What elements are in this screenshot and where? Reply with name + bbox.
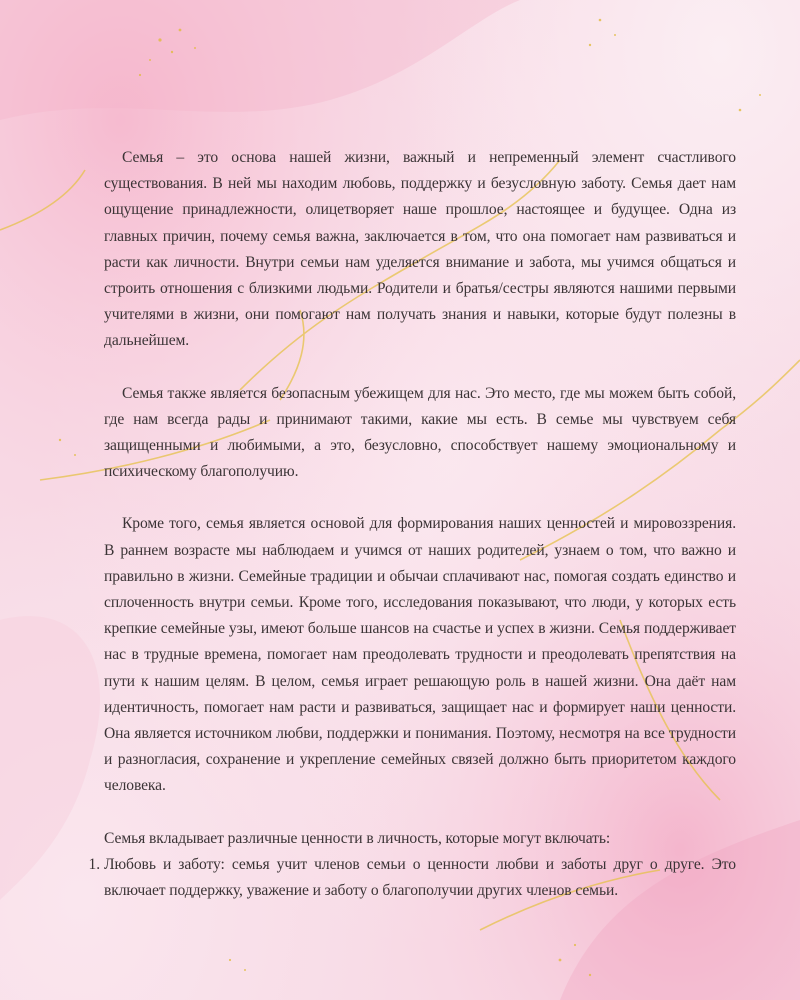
paragraph-1 — [104, 145, 736, 355]
list-item-text: Любовь и заботу: семья учит членов семьи о ценности любви и заботы друг о друге. Это включает поддержку, уважение и заботу о благополучии других членов семьи. — [104, 855, 736, 900]
list-item-number: 1. — [88, 855, 100, 873]
paragraph-2 — [104, 381, 736, 486]
list-intro: Семья вкладывает различные ценности в личность, которые могут включать: — [104, 829, 611, 847]
list-item — [88, 852, 736, 904]
document-body — [88, 145, 736, 904]
paragraph-3 — [104, 511, 736, 799]
values-list — [88, 852, 736, 904]
paragraph-2-text: Семья также является безопасным убежищем для нас. Это место, где мы можем быть собой, где нам всегда рады и принимают такими, какие мы есть. В семье мы чувствуем себя защищенными и любимыми, а это, безусловно, способствует нашему эмоциональному и психическому благополучию. — [104, 384, 736, 481]
paragraph-1-text: Семья – это основа нашей жизни, важный и непременный элемент счастливого существования. В ней мы находим любовь, поддержку и безусловную заботу. Семья дает нам ощущение принадлежности, олицетворяет наше прошлое, настоящее и будущее. Одна из главных причин, почему семья важна, заключается в том, что она помогает нам развиваться и расти как личности. Внутри семьи нам уделяется внимание и забота, мы учимся общаться и строить отношения с близкими людьми. Родители и братья/сестры являются нашими первыми учителями в жизни, они помогают нам получать знания и навыки, которые будут полезны в дальнейшем. — [104, 149, 736, 350]
paragraph-3-text: Кроме того, семья является основой для формирования наших ценностей и мировоззрения. В раннем возрасте мы наблюдаем и учимся от наших родителей, узнаем о том, что важно и правильно в жизни. Семейные традиции и обычаи сплачивают нас, помогая создать единство и сплоченность внутри семьи. Кроме того, исследования показывают, что люди, у которых есть крепкие семейные узы, имеют больше шансов на счастье и успех в жизни. Семья поддерживает нас в трудные времена, помогает нам преодолевать трудности и преодолевать препятствия на пути к нашим целям. В целом, семья играет решающую роль в нашей жизни. Она даёт нам идентичность, помогает нам расти и развиваться, защищает нас и формирует наши ценности. Она является источником любви, поддержки и понимания. Поэтому, несмотря на все трудности и разногласия, сохранение и укрепление семейных связей должно быть приоритетом каждого человека. — [104, 515, 736, 795]
